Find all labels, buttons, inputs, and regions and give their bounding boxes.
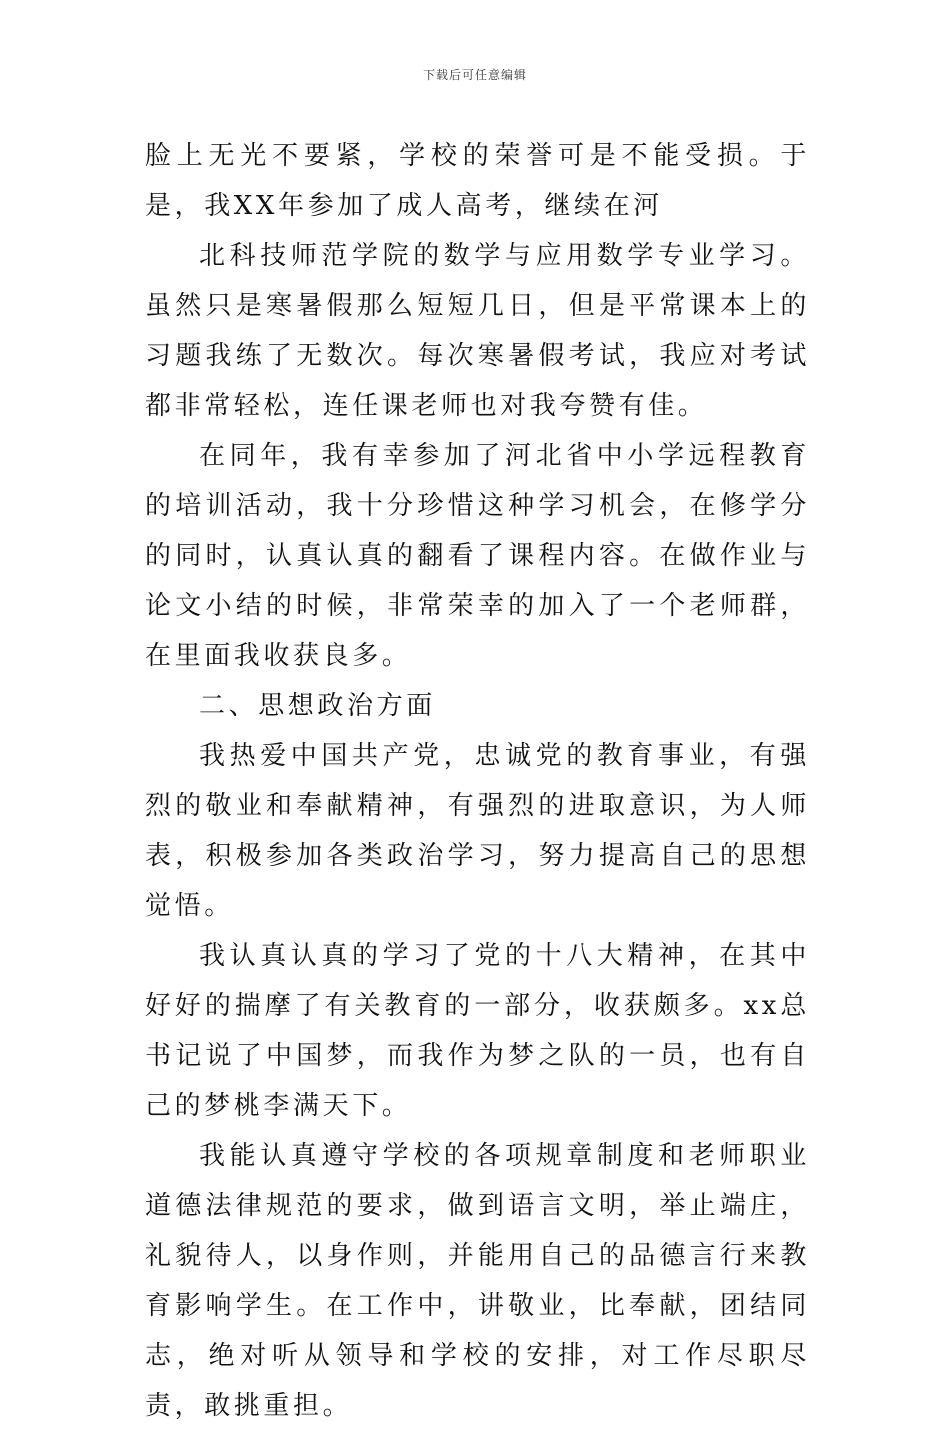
paragraph-2: 北科技师范学院的数学与应用数学专业学习。虽然只是寒暑假那么短短几日，但是平常课本上的习题我练了无数次。每次寒暑假考试，我应对考试都非常轻松，连任课老师也对我夸赞有佳。	[145, 241, 810, 421]
paragraph-5: 我认真认真的学习了党的十八大精神，在其中好好的揣摩了有关教育的一部分，收获颇多。xx总书记说了中国梦，而我作为梦之队的一员，也有自己的梦桃李满天下。	[145, 941, 810, 1121]
section-heading: 二、思想政治方面	[199, 691, 436, 721]
paragraph-6: 我能认真遵守学校的各项规章制度和老师职业道德法律规范的要求，做到语言文明，举止端庄，礼貌待人，以身作则，并能用自己的品德言行来教育影响学生。在工作中，讲敬业，比奉献，团结同志，绝对听从领导和学校的安排，对工作尽职尽责，敢挑重担。	[145, 1141, 810, 1421]
page-header: 下载后可任意编辑	[422, 68, 527, 82]
paragraph-3: 在同年，我有幸参加了河北省中小学远程教育的培训活动，我十分珍惜这种学习机会，在修学分的同时，认真认真的翻看了课程内容。在做作业与论文小结的时候，非常荣幸的加入了一个老师群，在里面我收获良多。	[145, 441, 810, 671]
paragraph-1: 脸上无光不要紧，学校的荣誉可是不能受损。于是，我XX年参加了成人高考，继续在河	[145, 141, 810, 221]
document-body	[145, 131, 810, 1431]
paragraph-4: 我热爱中国共产党，忠诚党的教育事业，有强烈的敬业和奉献精神，有强烈的进取意识，为人师表，积极参加各类政治学习，努力提高自己的思想觉悟。	[145, 741, 810, 921]
